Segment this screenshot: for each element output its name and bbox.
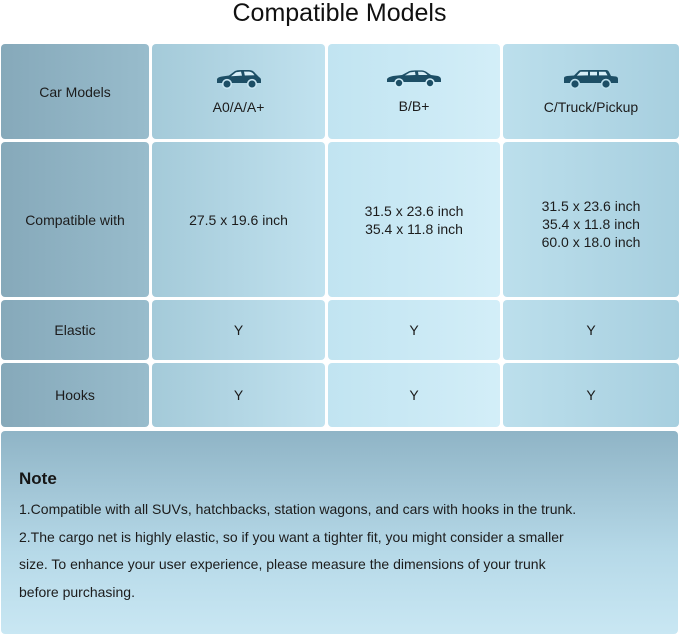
compatibility-table [0,42,679,634]
dimension-value: 31.5 x 23.6 inch [541,198,641,214]
row-header-label: Car Models [39,83,111,100]
model-cell-a [152,44,325,139]
sedan-car-icon [385,69,443,89]
note-line: 2.The cargo net is highly elastic, so if you want a tighter fit, you might consider a smaller [19,528,564,545]
dimension-value: 35.4 x 11.8 inch [365,220,463,237]
dimension-value: 27.5 x 19.6 inch [189,211,288,228]
note-box [1,431,678,634]
row-header-hooks [1,363,149,427]
note-line: size. To enhance your user experience, please measure the dimensions of your trunk [19,556,546,572]
yes-value: Y [409,322,419,338]
dimension-value: 60.0 x 18.0 inch [541,234,641,250]
note-line: 1.Compatible with all SUVs, hatchbacks, station wagons, and cars with hooks in the trunk. [19,501,577,517]
row-header-elastic [1,300,149,360]
model-cell-b [328,44,500,139]
yes-value: Y [233,322,244,338]
model-class-label: C/Truck/Pickup [543,98,639,115]
elastic-cell-a [152,300,325,360]
dimensions-cell-a [152,142,325,297]
yes-value: Y [409,387,419,403]
suv-pickup-car-icon [562,68,620,90]
note-title: Note [19,469,57,488]
yes-value: Y [233,387,244,403]
row-header-label: Elastic [54,322,96,338]
dimensions-cell-b [328,142,500,297]
hooks-cell-a [152,363,325,427]
model-class-label: B/B+ [398,97,430,114]
row-header-label: Hooks [55,387,95,403]
page-title: Compatible Models [232,0,447,27]
model-cell-c [503,44,679,139]
dimension-value: 35.4 x 11.8 inch [542,216,640,232]
model-class-label: A0/A/A+ [212,98,265,115]
elastic-cell-b [328,300,500,360]
row-header-label: Compatible with [25,211,125,228]
dimension-value: 31.5 x 23.6 inch [364,202,464,219]
yes-value: Y [586,387,596,403]
hooks-cell-b [328,363,500,427]
dimensions-cell-c [503,142,679,297]
hatchback-car-icon [214,68,264,90]
row-header-car-models [1,44,149,139]
yes-value: Y [586,322,596,338]
note-line: before purchasing. [19,583,135,600]
row-header-compatible-with [1,142,149,297]
hooks-cell-c [503,363,679,427]
elastic-cell-c [503,300,679,360]
